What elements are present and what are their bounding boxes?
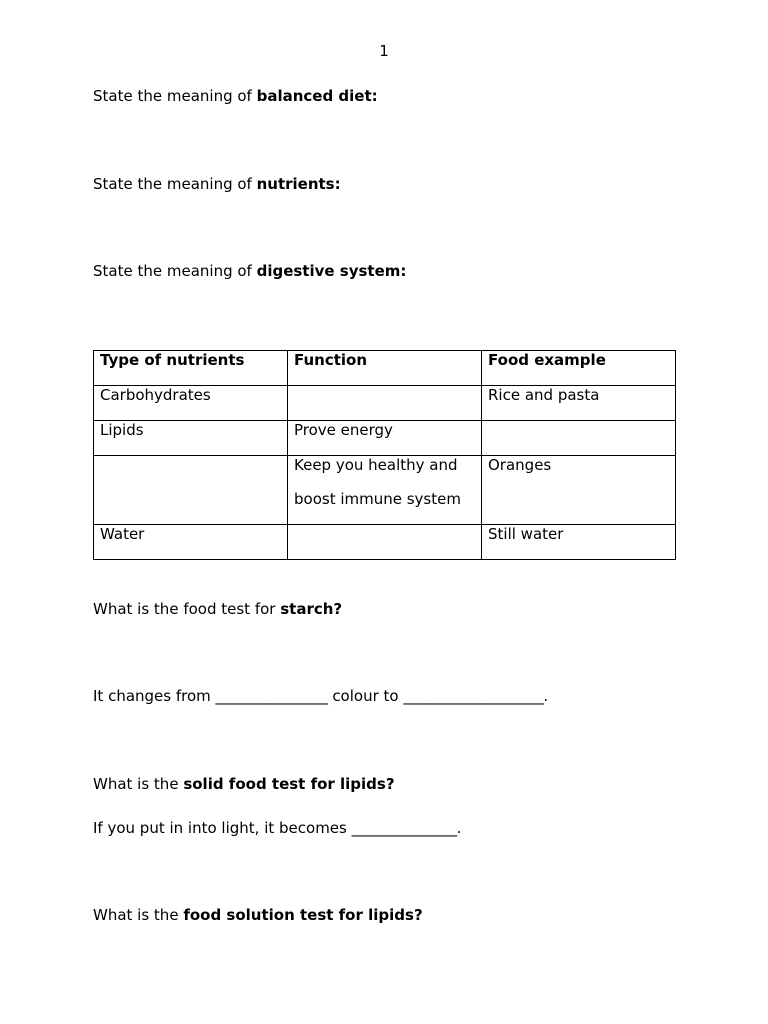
page-number: 1	[379, 42, 389, 60]
table-cell	[482, 421, 676, 456]
question-text: What is the food test for	[93, 600, 281, 618]
table-cell	[94, 456, 288, 525]
table-row	[94, 386, 676, 421]
table-cell: Oranges	[482, 456, 676, 525]
question-text: What is the	[93, 906, 184, 924]
question-solution-lipids	[93, 906, 423, 924]
table-cell: Water	[94, 525, 288, 560]
question-text: State the meaning of	[93, 262, 257, 280]
table-cell	[288, 456, 482, 525]
answer-blank: ____________________	[403, 687, 544, 705]
table-cell: Still water	[482, 525, 676, 560]
table-cell: Lipids	[94, 421, 288, 456]
question-nutrients	[93, 175, 341, 193]
table-cell: Carbohydrates	[94, 386, 288, 421]
question-keyword: solid food test for lipids?	[183, 775, 395, 793]
question-keyword: nutrients:	[256, 175, 341, 193]
table-cell: Rice and pasta	[482, 386, 676, 421]
header-type-of-nutrients: Type of nutrients	[94, 351, 288, 386]
answer-blank: _______________	[351, 819, 457, 837]
question-keyword: starch?	[280, 600, 343, 618]
cell-line-1: Keep you healthy and	[294, 456, 458, 474]
question-solid-lipids	[93, 775, 395, 793]
question-text: State the meaning of	[93, 175, 257, 193]
cell-line-2: boost immune system	[294, 490, 461, 508]
table-row	[94, 525, 676, 560]
question-keyword: digestive system:	[256, 262, 407, 280]
sentence-text: It changes from	[93, 687, 216, 705]
question-text: What is the	[93, 775, 184, 793]
light-sentence	[93, 819, 461, 837]
starch-colour-sentence	[93, 687, 548, 705]
table-header-row	[94, 351, 676, 386]
header-food-example: Food example	[482, 351, 676, 386]
question-starch	[93, 600, 342, 618]
table-cell	[288, 386, 482, 421]
question-digestive-system	[93, 262, 406, 280]
nutrients-table	[93, 350, 676, 560]
question-keyword: balanced diet:	[256, 87, 378, 105]
table-cell: Prove energy	[288, 421, 482, 456]
question-keyword: food solution test for lipids?	[183, 906, 423, 924]
answer-blank: ________________	[215, 687, 328, 705]
question-text: State the meaning of	[93, 87, 257, 105]
sentence-text: .	[456, 819, 462, 837]
sentence-text: colour to	[327, 687, 404, 705]
table-row	[94, 421, 676, 456]
sentence-text: If you put in into light, it becomes	[93, 819, 352, 837]
table-row	[94, 456, 676, 525]
question-balanced-diet	[93, 87, 378, 105]
sentence-text: .	[543, 687, 549, 705]
header-function: Function	[288, 351, 482, 386]
table-cell	[288, 525, 482, 560]
